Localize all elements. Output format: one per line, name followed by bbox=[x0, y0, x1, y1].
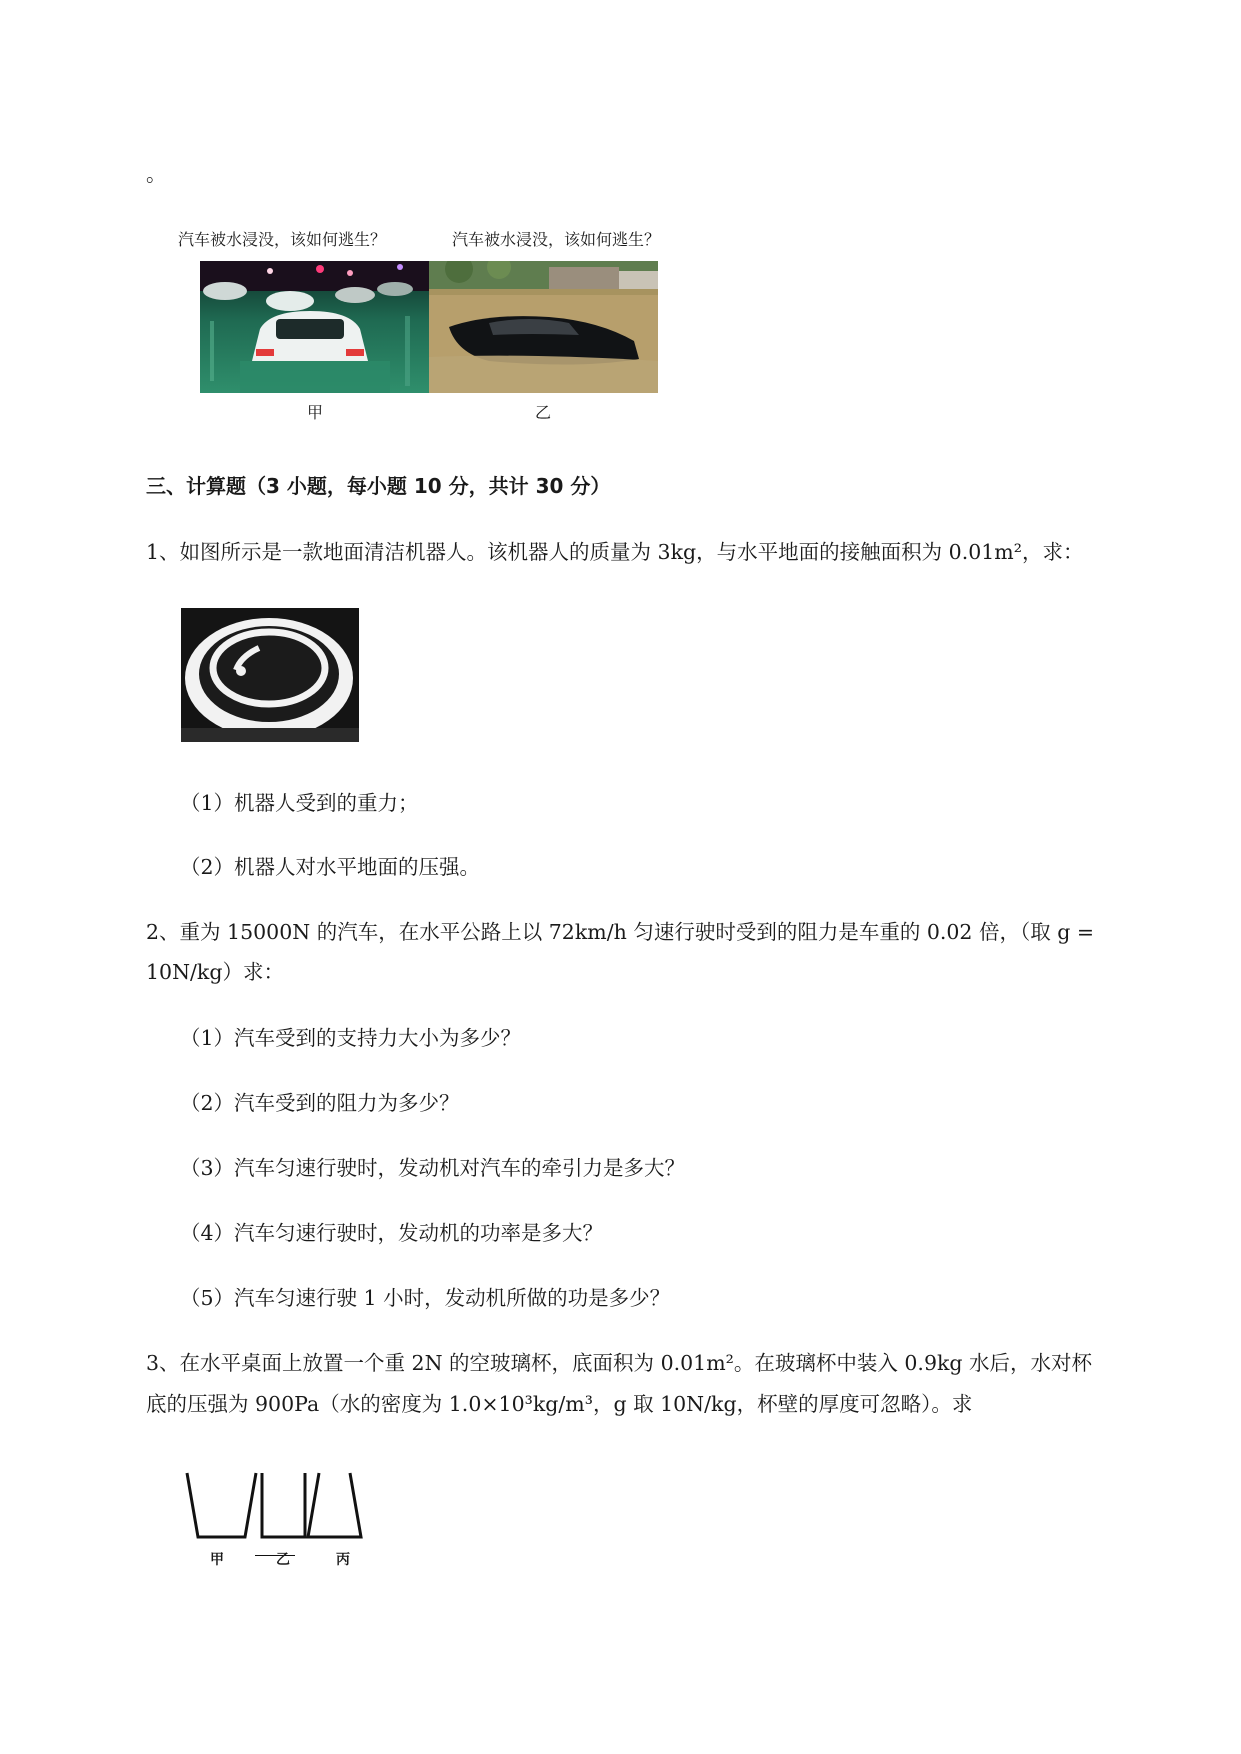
cup-bing bbox=[308, 1473, 361, 1537]
q2-sub-4: （4）汽车匀速行驶时，发动机的功率是多大？ bbox=[180, 1221, 604, 1245]
cup-jia bbox=[187, 1473, 256, 1537]
cup-label-jia: 甲 bbox=[210, 1552, 224, 1568]
q2-sub-3: （3）汽车匀速行驶时，发动机对汽车的牵引力是多大？ bbox=[180, 1156, 686, 1180]
cup-label-bing: 丙 bbox=[336, 1552, 350, 1568]
q2-stem-line1: 2、重为 15000N 的汽车，在水平公路上以 72km/h 匀速行驶时受到的阻力是车重的 0.02 倍，（取 g = bbox=[146, 920, 1095, 944]
flood-caption-left: 汽车被水浸没，该如何逃生？ bbox=[178, 230, 387, 249]
cup-yi bbox=[262, 1473, 305, 1537]
flood-photo-right bbox=[429, 261, 658, 393]
q2-sub-2: （2）汽车受到的阻力为多少？ bbox=[180, 1091, 460, 1115]
q1-sub-2: （2）机器人对水平地面的压强。 bbox=[180, 855, 481, 879]
q3-stem-line2: 底的压强为 900Pa（水的密度为 1.0×10³kg/m³，g 取 10N/kg，杯壁的厚度可忽略）。求 bbox=[146, 1392, 973, 1416]
section-heading: 三、计算题（3 小题，每小题 10 分，共计 30 分） bbox=[146, 474, 611, 498]
robot-photo bbox=[181, 608, 359, 742]
q2-sub-5: （5）汽车匀速行驶 1 小时，发动机所做的功是多少？ bbox=[180, 1286, 671, 1310]
flood-photo-left bbox=[200, 261, 429, 393]
flood-caption-right: 汽车被水浸没，该如何逃生？ bbox=[452, 230, 661, 249]
flood-label-left: 甲 bbox=[306, 403, 323, 422]
q2-stem-line2: 10N/kg）求： bbox=[146, 960, 284, 984]
q3-stem-line1: 3、在水平桌面上放置一个重 2N 的空玻璃杯，底面积为 0.01m²。在玻璃杯中装入 0.9kg 水后，水对杯 bbox=[146, 1351, 1093, 1375]
cups-figure bbox=[185, 1471, 375, 1571]
stray-mark: 。 bbox=[146, 162, 167, 186]
q1-stem: 1、如图所示是一款地面清洁机器人。该机器人的质量为 3kg，与水平地面的接触面积为 0.01m²，求： bbox=[146, 540, 1084, 564]
q2-sub-1: （1）汽车受到的支持力大小为多少？ bbox=[180, 1026, 522, 1050]
flood-label-right: 乙 bbox=[534, 403, 551, 422]
cup-label-yi: 乙 bbox=[276, 1552, 290, 1568]
q1-sub-1: （1）机器人受到的重力； bbox=[180, 791, 419, 815]
